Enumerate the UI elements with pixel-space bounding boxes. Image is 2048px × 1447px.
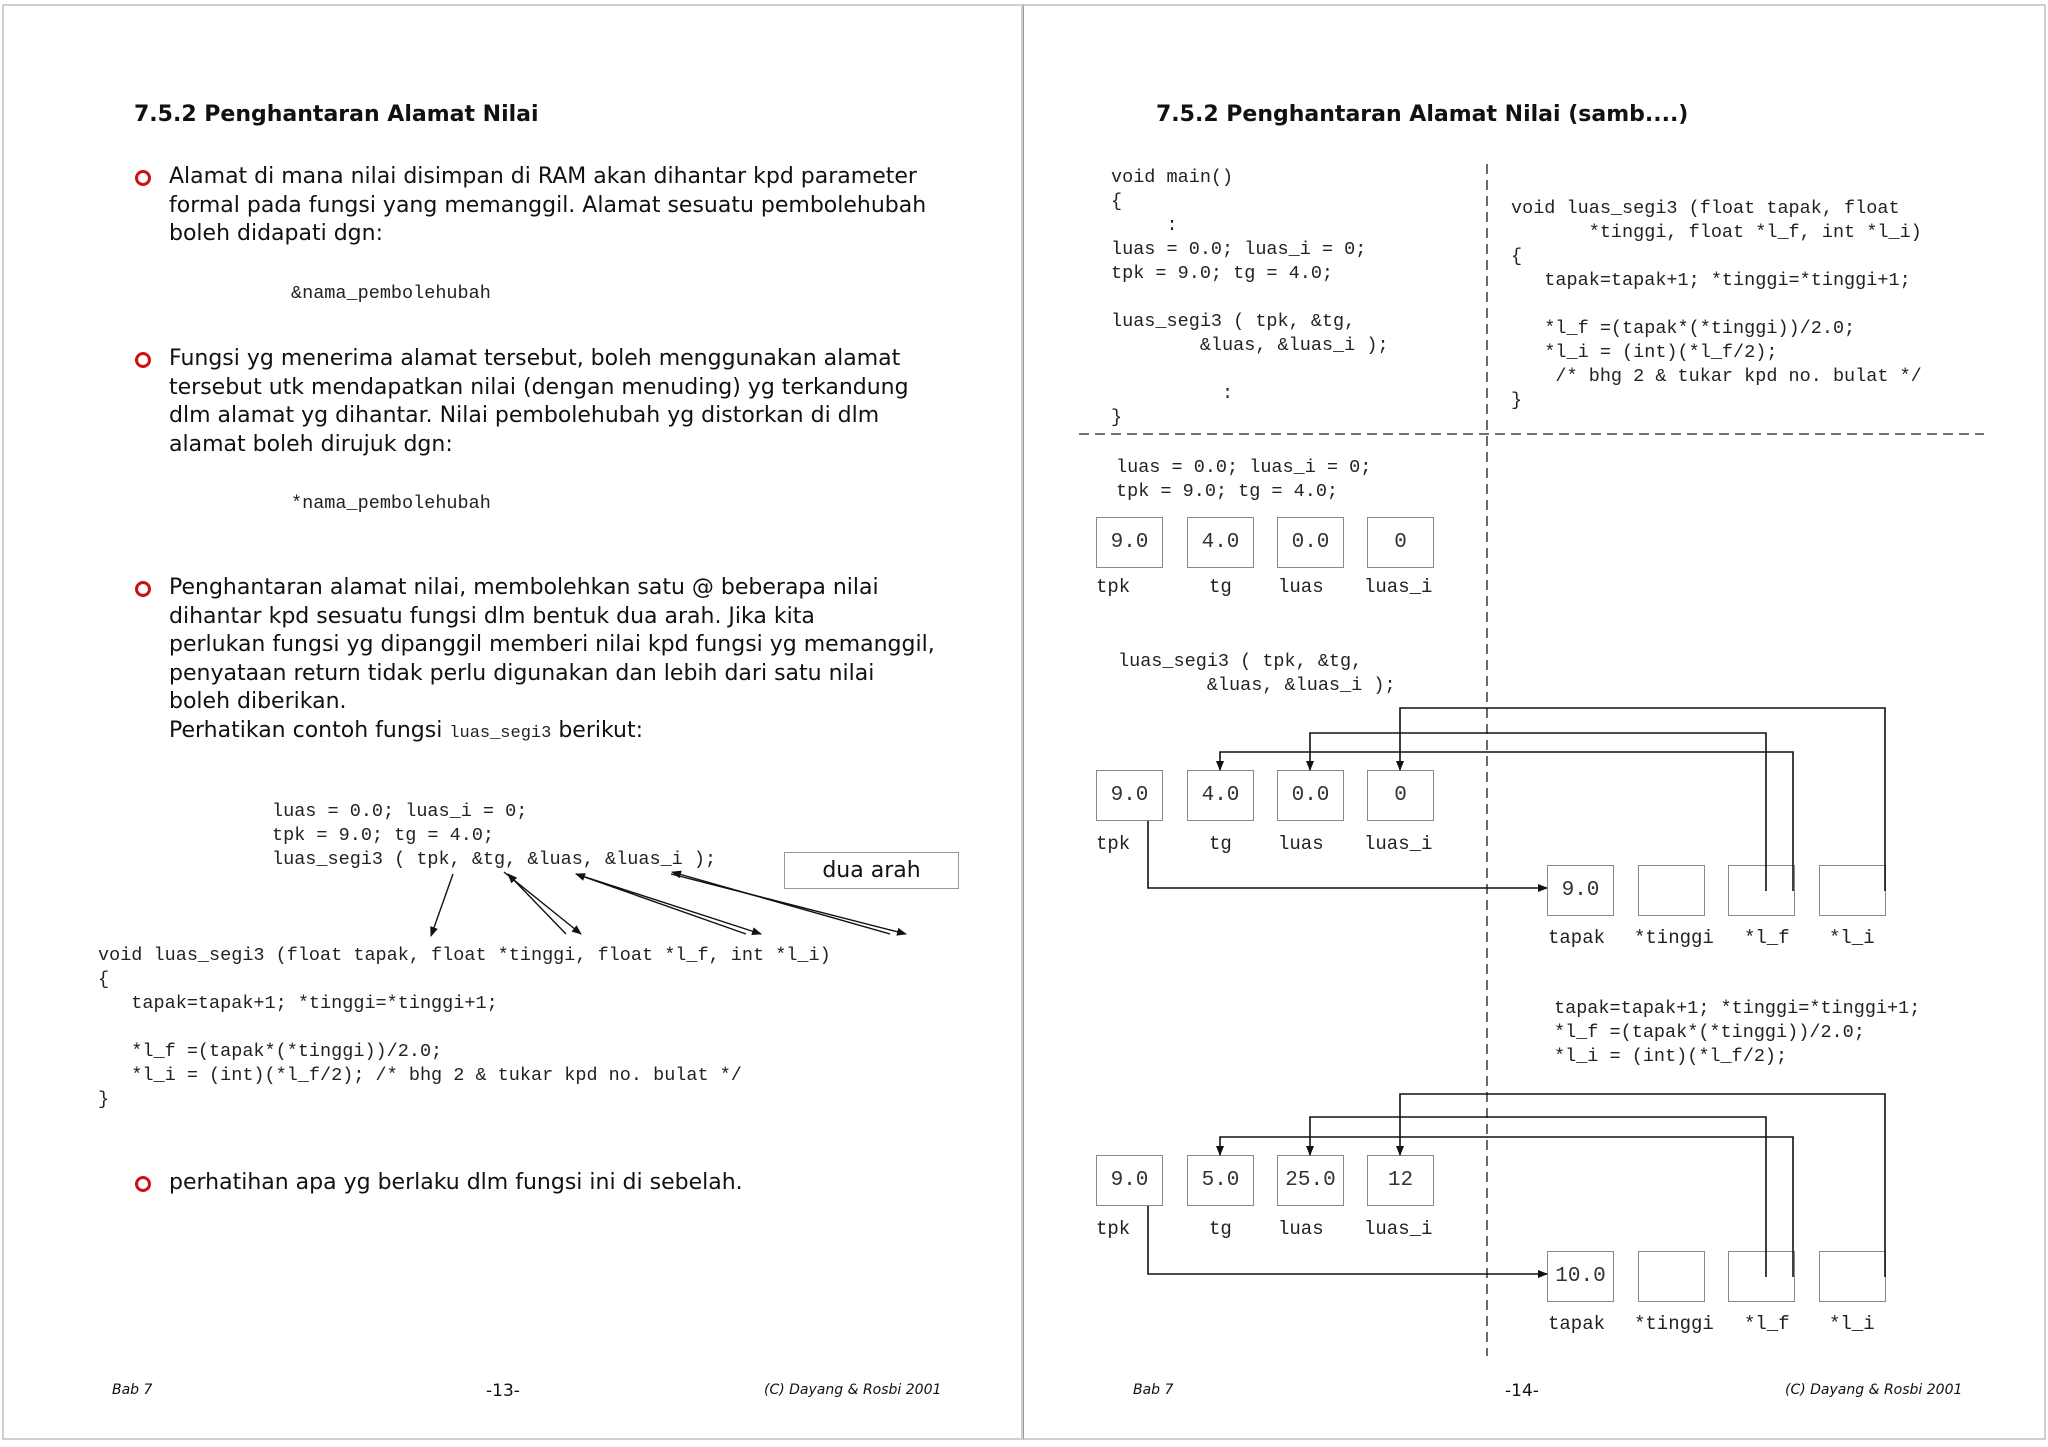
bullet-icon [135, 581, 151, 597]
footer-copyright: (C) Dayang & Rosbi 2001 [1785, 1382, 1963, 1398]
bullet-paragraph-1 [169, 163, 926, 249]
memory-cell-luas-i: 12 [1367, 1155, 1434, 1206]
function-definition-code: void luas_segi3 (float tapak, float *tinggi, float *l_f, int *l_i) { tapak=tapak+1; *tinggi=*tinggi+1; *l_f =(tapak*(*tinggi))/2.0; *l_i = (int)(*l_f/2); /* bhg 2 & tukar kpd no. bulat */ } [98, 945, 831, 1110]
cell-label: *l_i [1829, 1313, 1875, 1335]
text-line: formal pada fungsi yang memanggil. Alamat sesuatu pembolehubah [169, 192, 927, 218]
call-example-code: luas = 0.0; luas_i = 0; tpk = 9.0; tg = 4.0; luas_segi3 ( tpk, &tg, &luas, &luas_i ); [272, 801, 717, 870]
text-line: perlukan fungsi yg dipanggil memberi nilai kpd fungsi yg memanggil, [169, 632, 935, 657]
param-cell-tinggi [1638, 865, 1705, 916]
bullet-paragraph-2 [169, 345, 909, 459]
bullet-paragraph-3 [169, 574, 935, 746]
cell-label: tg [1209, 833, 1232, 855]
bullet-paragraph-4 [169, 1169, 743, 1198]
cell-label: *tinggi [1634, 927, 1714, 949]
text-line: penyataan return tidak perlu digunakan dan lebih dari satu nilai [169, 660, 875, 686]
text-line: boleh diberikan. [169, 689, 347, 714]
right-page [1023, 4, 2046, 1440]
cell-label: luas [1278, 576, 1324, 598]
memory-cell-tg: 4.0 [1187, 517, 1254, 568]
cell-label: luas_i [1364, 833, 1433, 855]
text-line: alamat boleh dirujuk dgn: [169, 431, 453, 457]
arrow-tpk-to-tapak [431, 874, 453, 936]
call-code: luas_segi3 ( tpk, &tg, &luas, &luas_i ); [1118, 651, 1396, 696]
cell-label: *l_f [1744, 927, 1790, 949]
left-page [2, 4, 1023, 1440]
memory-cell-luas: 0.0 [1277, 517, 1344, 568]
main-function-code: void main() { : luas = 0.0; luas_i = 0; tpk = 9.0; tg = 4.0; luas_segi3 ( tpk, &tg, &luas, &luas_i ); : } [1111, 167, 1389, 428]
arrow-luas-up [576, 874, 746, 934]
param-cell-tapak: 10.0 [1547, 1251, 1614, 1302]
memory-cell-luas: 25.0 [1277, 1155, 1344, 1206]
bullet-icon [135, 1176, 151, 1192]
copy-tpk-to-tapak [1148, 821, 1547, 888]
text-line: dlm alamat yg dihantar. Nilai pembolehubah yg distorkan di dlm [169, 403, 880, 428]
footer-chapter: Bab 7 [1133, 1382, 1174, 1398]
footer-page-number: -13- [486, 1381, 520, 1401]
init-code: luas = 0.0; luas_i = 0; tpk = 9.0; tg = 4.0; [1116, 457, 1372, 502]
memory-cell-luas: 0.0 [1277, 770, 1344, 821]
memory-cell-tg: 5.0 [1187, 1155, 1254, 1206]
arrow-luas-down [576, 874, 761, 934]
param-cell-tinggi [1638, 1251, 1705, 1302]
pointer-l-i-to-luas-i [1400, 708, 1885, 891]
arrow-tg-down [504, 872, 581, 934]
memory-cell-luas-i: 0 [1367, 517, 1434, 568]
text-line [169, 717, 935, 746]
dereference-operator-code: *nama_pembolehubah [291, 493, 491, 514]
param-cell-tapak: 9.0 [1547, 865, 1614, 916]
bullet-icon [135, 352, 151, 368]
address-operator-code: &nama_pembolehubah [291, 283, 491, 304]
param-cell-l-i [1819, 1251, 1886, 1302]
cell-label: *l_i [1829, 927, 1875, 949]
arrow-tg-up [508, 874, 566, 934]
cell-label: *tinggi [1634, 1313, 1714, 1335]
cell-label: tapak [1548, 927, 1606, 949]
bullet-icon [135, 170, 151, 186]
cell-label: *l_f [1744, 1313, 1790, 1335]
text-line: boleh didapati dgn: [169, 221, 383, 246]
dua-arah-label: dua arah [784, 852, 959, 889]
footer-page-number: -14- [1505, 1381, 1539, 1401]
right-page-title: 7.5.2 Penghantaran Alamat Nilai (samb....) [1156, 102, 1689, 127]
memory-cell-tpk: 9.0 [1096, 770, 1163, 821]
text-line: Penghantaran alamat nilai, membolehkan satu @ beberapa nilai [169, 575, 879, 600]
memory-cell-tg: 4.0 [1187, 770, 1254, 821]
cell-label: tapak [1548, 1313, 1606, 1335]
param-cell-l-f [1728, 865, 1795, 916]
text-segment: Perhatikan contoh fungsi [169, 717, 450, 743]
text-segment: berikut: [551, 717, 644, 743]
cell-label: luas_i [1364, 576, 1433, 598]
callee-function-code: void luas_segi3 (float tapak, float *tinggi, float *l_f, int *l_i) { tapak=tapak+1; *tinggi=*tinggi+1; *l_f =(tapak*(*tinggi))/2.0; *l_i = (int)(*l_f/2); /* bhg 2 & tukar kpd no. bulat */ } [1511, 198, 1922, 411]
footer-copyright: (C) Dayang & Rosbi 2001 [764, 1382, 942, 1398]
cell-label: luas_i [1364, 1218, 1433, 1240]
text-line: Alamat di mana nilai disimpan di RAM akan dihantar kpd parameter [169, 164, 917, 189]
text-line: dihantar kpd sesuatu fungsi dlm bentuk dua arah. Jika kita [169, 603, 815, 629]
copy-tpk-to-tapak [1148, 1206, 1547, 1274]
function-body-code: tapak=tapak+1; *tinggi=*tinggi+1; *l_f =(tapak*(*tinggi))/2.0; *l_i = (int)(*l_f/2); [1554, 998, 1921, 1067]
cell-label: tg [1209, 1218, 1232, 1240]
cell-label: tpk [1096, 576, 1131, 598]
cell-label: tpk [1096, 833, 1131, 855]
cell-label: luas [1278, 833, 1324, 855]
memory-cell-luas-i: 0 [1367, 770, 1434, 821]
memory-cell-tpk: 9.0 [1096, 1155, 1163, 1206]
memory-cell-tpk: 9.0 [1096, 517, 1163, 568]
pointer-l-i-to-luas-i [1400, 1094, 1885, 1277]
text-line: Fungsi yg menerima alamat tersebut, boleh menggunakan alamat [169, 346, 901, 371]
cell-label: luas [1278, 1218, 1324, 1240]
param-cell-l-f [1728, 1251, 1795, 1302]
inline-code: luas_segi3 [449, 723, 552, 743]
footer-chapter: Bab 7 [112, 1382, 153, 1398]
cell-label: tpk [1096, 1218, 1131, 1240]
text-line: tersebut utk mendapatkan nilai (dengan menuding) yg terkandung [169, 374, 909, 400]
text-line: perhatihan apa yg berlaku dlm fungsi ini di sebelah. [169, 1170, 743, 1195]
left-page-title: 7.5.2 Penghantaran Alamat Nilai [134, 102, 539, 127]
param-cell-l-i [1819, 865, 1886, 916]
cell-label: tg [1209, 576, 1232, 598]
